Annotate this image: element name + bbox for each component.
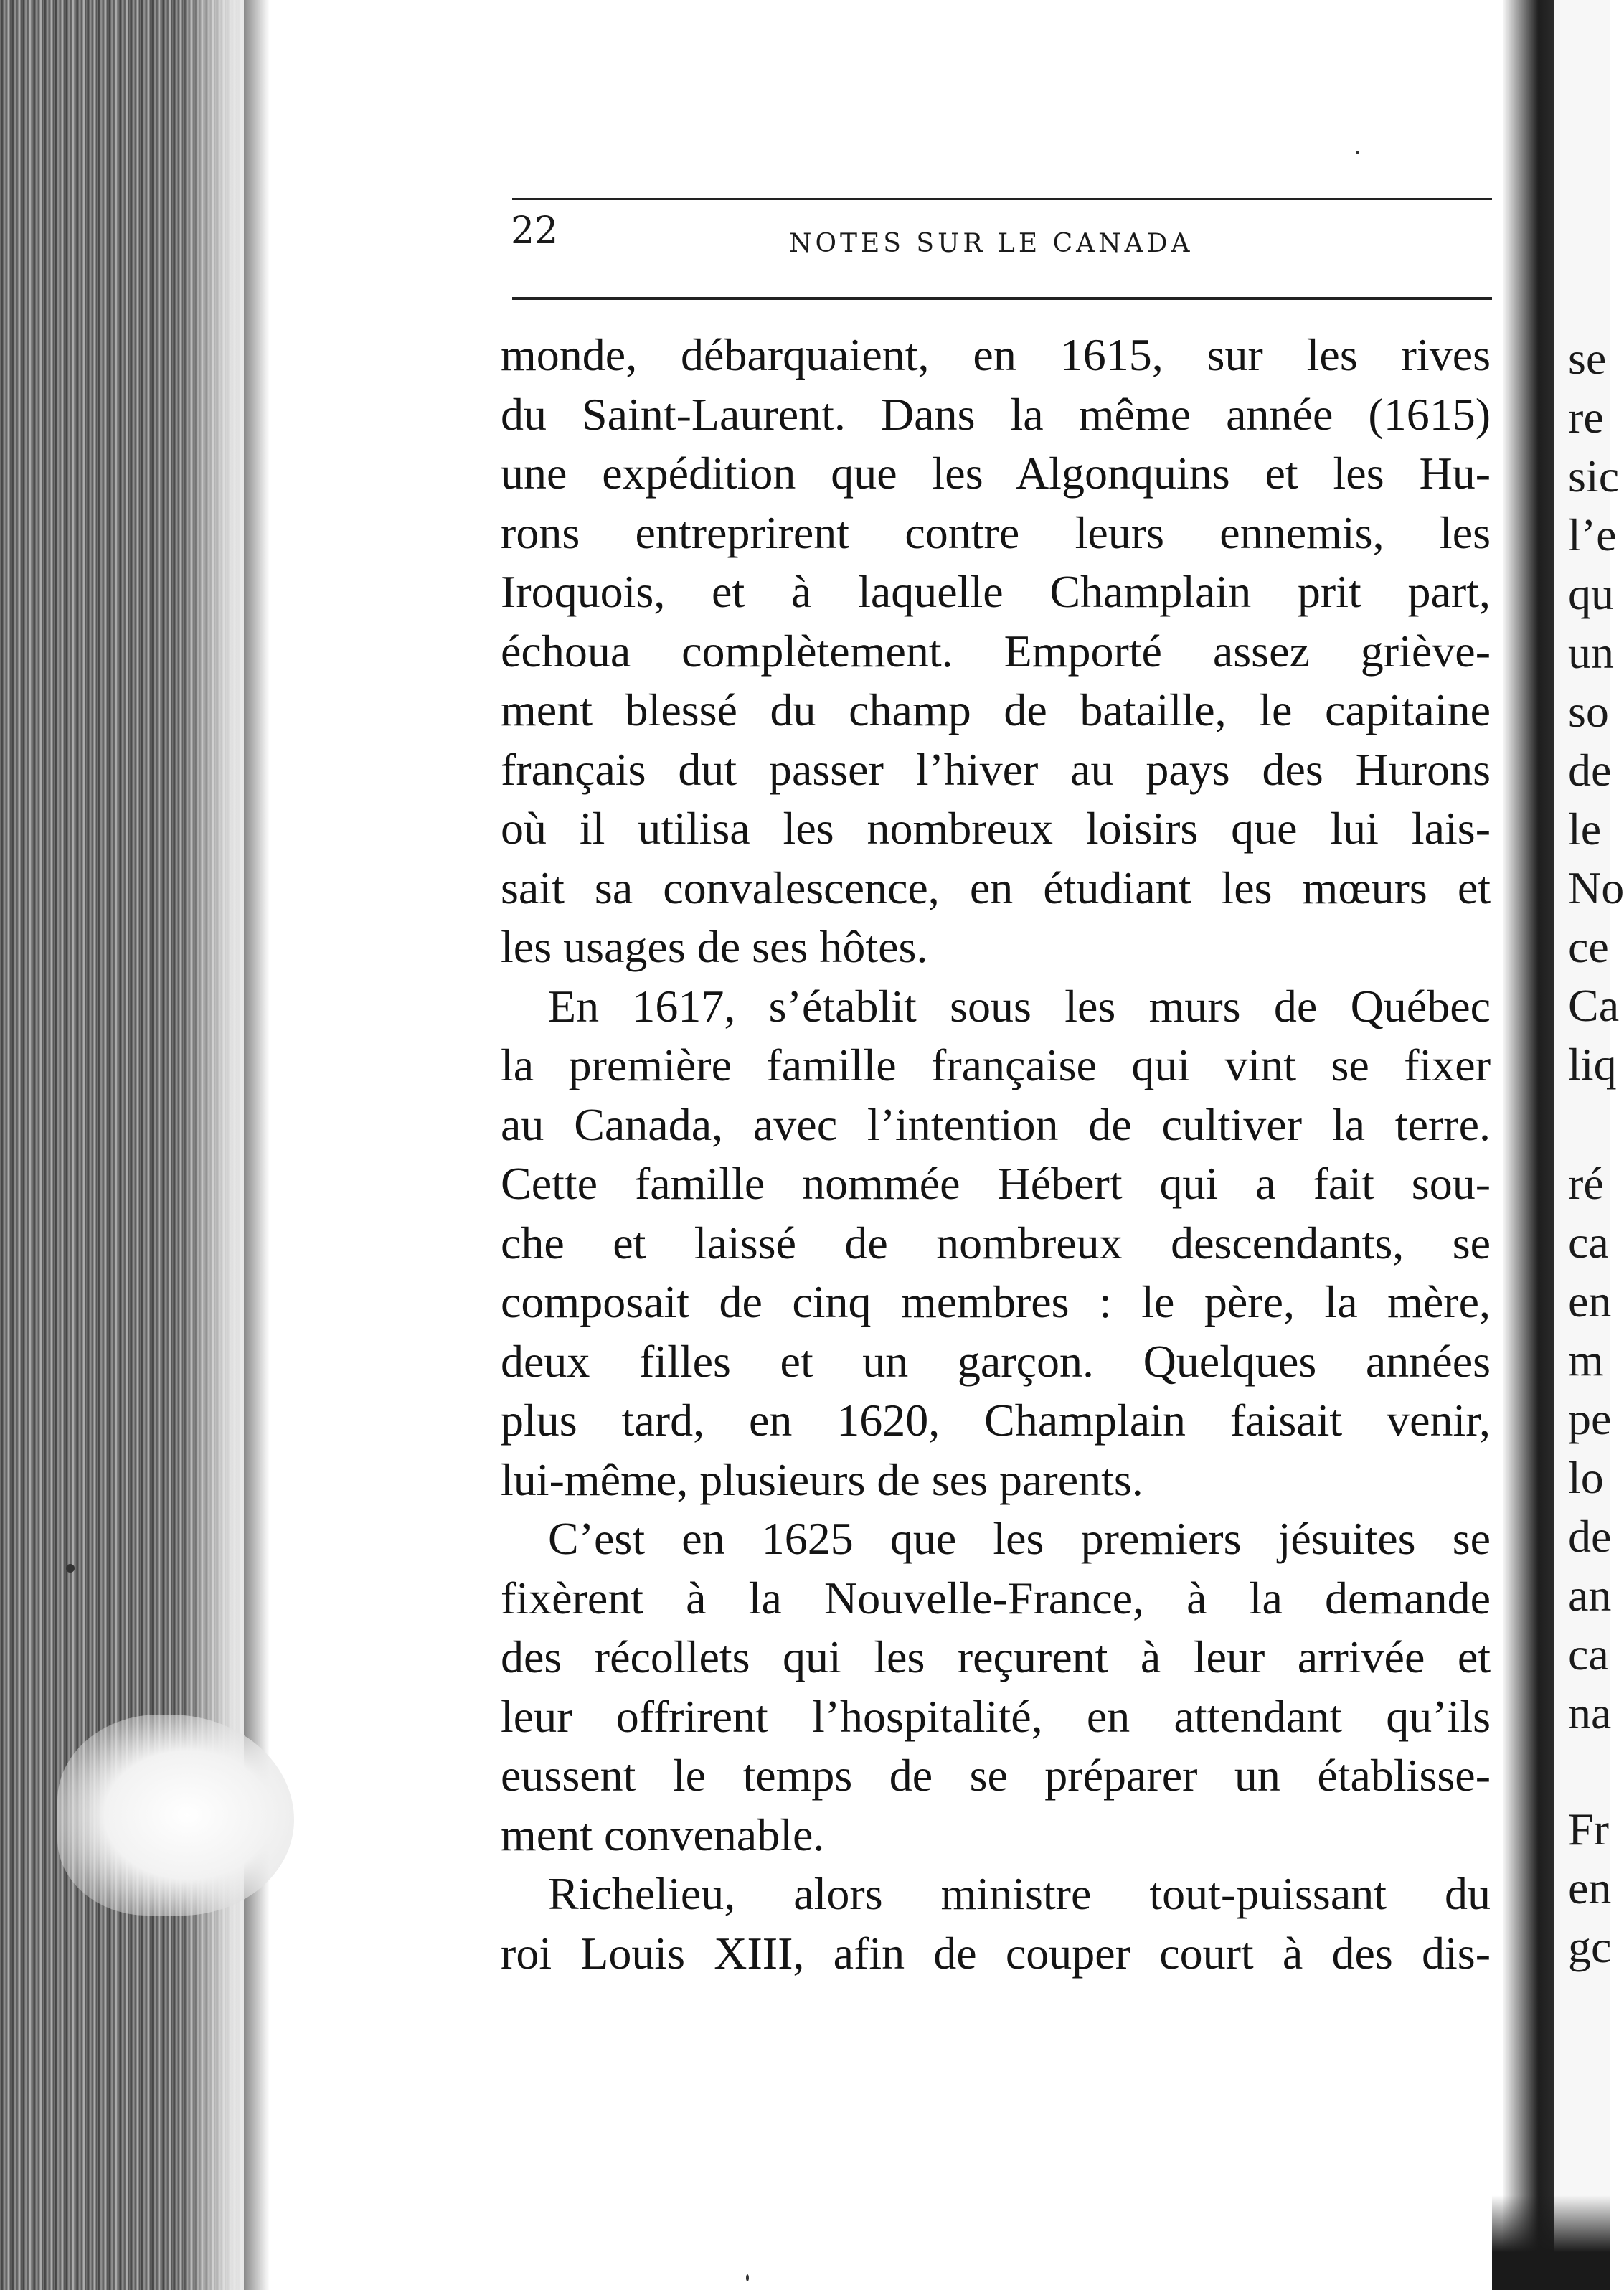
text-line: plus tard, en 1620, Champlain faisait venir, — [501, 1395, 1491, 1446]
facing-page-fragment: Ca — [1568, 980, 1620, 1031]
text-line: monde, débarquaient, en 1615, sur les rives — [501, 329, 1491, 380]
facing-page-fragment: liq — [1568, 1039, 1617, 1090]
text-line: la première famille française qui vint se fixer — [501, 1040, 1491, 1090]
text-line: échoua complètement. Emporté assez griève- — [501, 625, 1491, 677]
text-line: eussent le temps de se préparer un établisse- — [501, 1750, 1491, 1801]
body-text — [501, 326, 1491, 1983]
scan-speck — [66, 1564, 75, 1573]
facing-page-fragment: de — [1568, 745, 1612, 796]
text-line: leur offrirent l’hospitalité, en attendant qu’ils — [501, 1690, 1491, 1742]
header-rule-top — [512, 198, 1492, 200]
facing-page-fragment: ca — [1568, 1629, 1609, 1679]
text-line: deux filles et un garçon. Quelques années — [501, 1335, 1491, 1387]
text-line: composait de cinq membres : le père, la mère, — [501, 1276, 1491, 1327]
scan-speck — [746, 2274, 749, 2281]
text-line: du Saint-Laurent. Dans la même année (1615) — [501, 388, 1491, 440]
text-line: les usages de ses hôtes. — [501, 921, 928, 972]
text-line: Iroquois, et à laquelle Champlain prit part, — [501, 566, 1491, 617]
scan-shadow — [1492, 2195, 1610, 2290]
text-line: En 1617, s’établit sous les murs de Québec — [548, 980, 1491, 1032]
text-line: che et laissé de nombreux descendants, se — [501, 1217, 1491, 1268]
text-line: fixèrent à la Nouvelle-France, à la demande — [501, 1572, 1491, 1624]
facing-page-fragment: pe — [1568, 1393, 1612, 1444]
facing-page-fragment: na — [1568, 1687, 1612, 1738]
text-line: roi Louis XIII, afin de couper court à des dis- — [501, 1927, 1491, 1979]
facing-page-fragment: sic — [1568, 451, 1620, 501]
facing-page-fragment: se — [1568, 333, 1607, 384]
facing-page-fragment: un — [1568, 627, 1614, 678]
facing-page-fragment: Fr — [1568, 1804, 1609, 1855]
text-line: une expédition que les Algonquins et les Hu- — [501, 448, 1491, 499]
scan-speck — [1356, 151, 1359, 154]
facing-page-fragment: No — [1568, 862, 1624, 913]
facing-page-gutter — [1503, 0, 1554, 2290]
facing-page-fragment: l’e — [1568, 509, 1617, 560]
text-line: lui-même, plusieurs de ses parents. — [501, 1453, 1143, 1505]
facing-page-fragment: m — [1568, 1334, 1604, 1385]
facing-page-fragment: ce — [1568, 921, 1609, 972]
text-line: Cette famille nommée Hébert qui a fait sou- — [501, 1158, 1491, 1209]
text-line: ment blessé du champ de bataille, le capitaine — [501, 684, 1491, 735]
text-line: Richelieu, alors ministre tout-puissant du — [548, 1868, 1491, 1919]
text-line: français dut passer l’hiver au pays des Hurons — [501, 743, 1491, 795]
text-line: sait sa convalescence, en étudiant les mœurs et — [501, 862, 1491, 913]
facing-page-fragment: ca — [1568, 1217, 1609, 1268]
text-line: rons entreprirent contre leurs ennemis, les — [501, 506, 1491, 558]
text-line: ment convenable. — [501, 1809, 825, 1860]
facing-page-fragment: gc — [1568, 1921, 1612, 1972]
page-number: 22 — [511, 209, 559, 253]
text-line: où il utilisa les nombreux loisirs que lui lais- — [501, 803, 1491, 854]
facing-page-fragment: en — [1568, 1862, 1612, 1913]
facing-page-fragment: de — [1568, 1511, 1612, 1562]
facing-page-fragment: ré — [1568, 1158, 1604, 1209]
text-line: C’est en 1625 que les premiers jésuites se — [548, 1513, 1491, 1564]
facing-page-fragment: qu — [1568, 568, 1614, 619]
facing-page-fragment: re — [1568, 392, 1604, 443]
facing-page-fragment: lo — [1568, 1452, 1604, 1503]
running-head: NOTES SUR LE CANADA — [789, 229, 1194, 258]
facing-page-fragment: en — [1568, 1276, 1612, 1327]
text-line: des récollets qui les reçurent à leur arrivée et — [501, 1631, 1491, 1682]
facing-page-fragment: so — [1568, 686, 1609, 737]
facing-page — [1554, 0, 1624, 2290]
facing-page-fragment: an — [1568, 1570, 1612, 1621]
page-binding-shadow — [244, 0, 270, 2290]
facing-page-fragment: le — [1568, 804, 1602, 854]
header-rule-bottom — [512, 297, 1492, 300]
text-line: au Canada, avec l’intention de cultiver la terre. — [501, 1098, 1491, 1150]
